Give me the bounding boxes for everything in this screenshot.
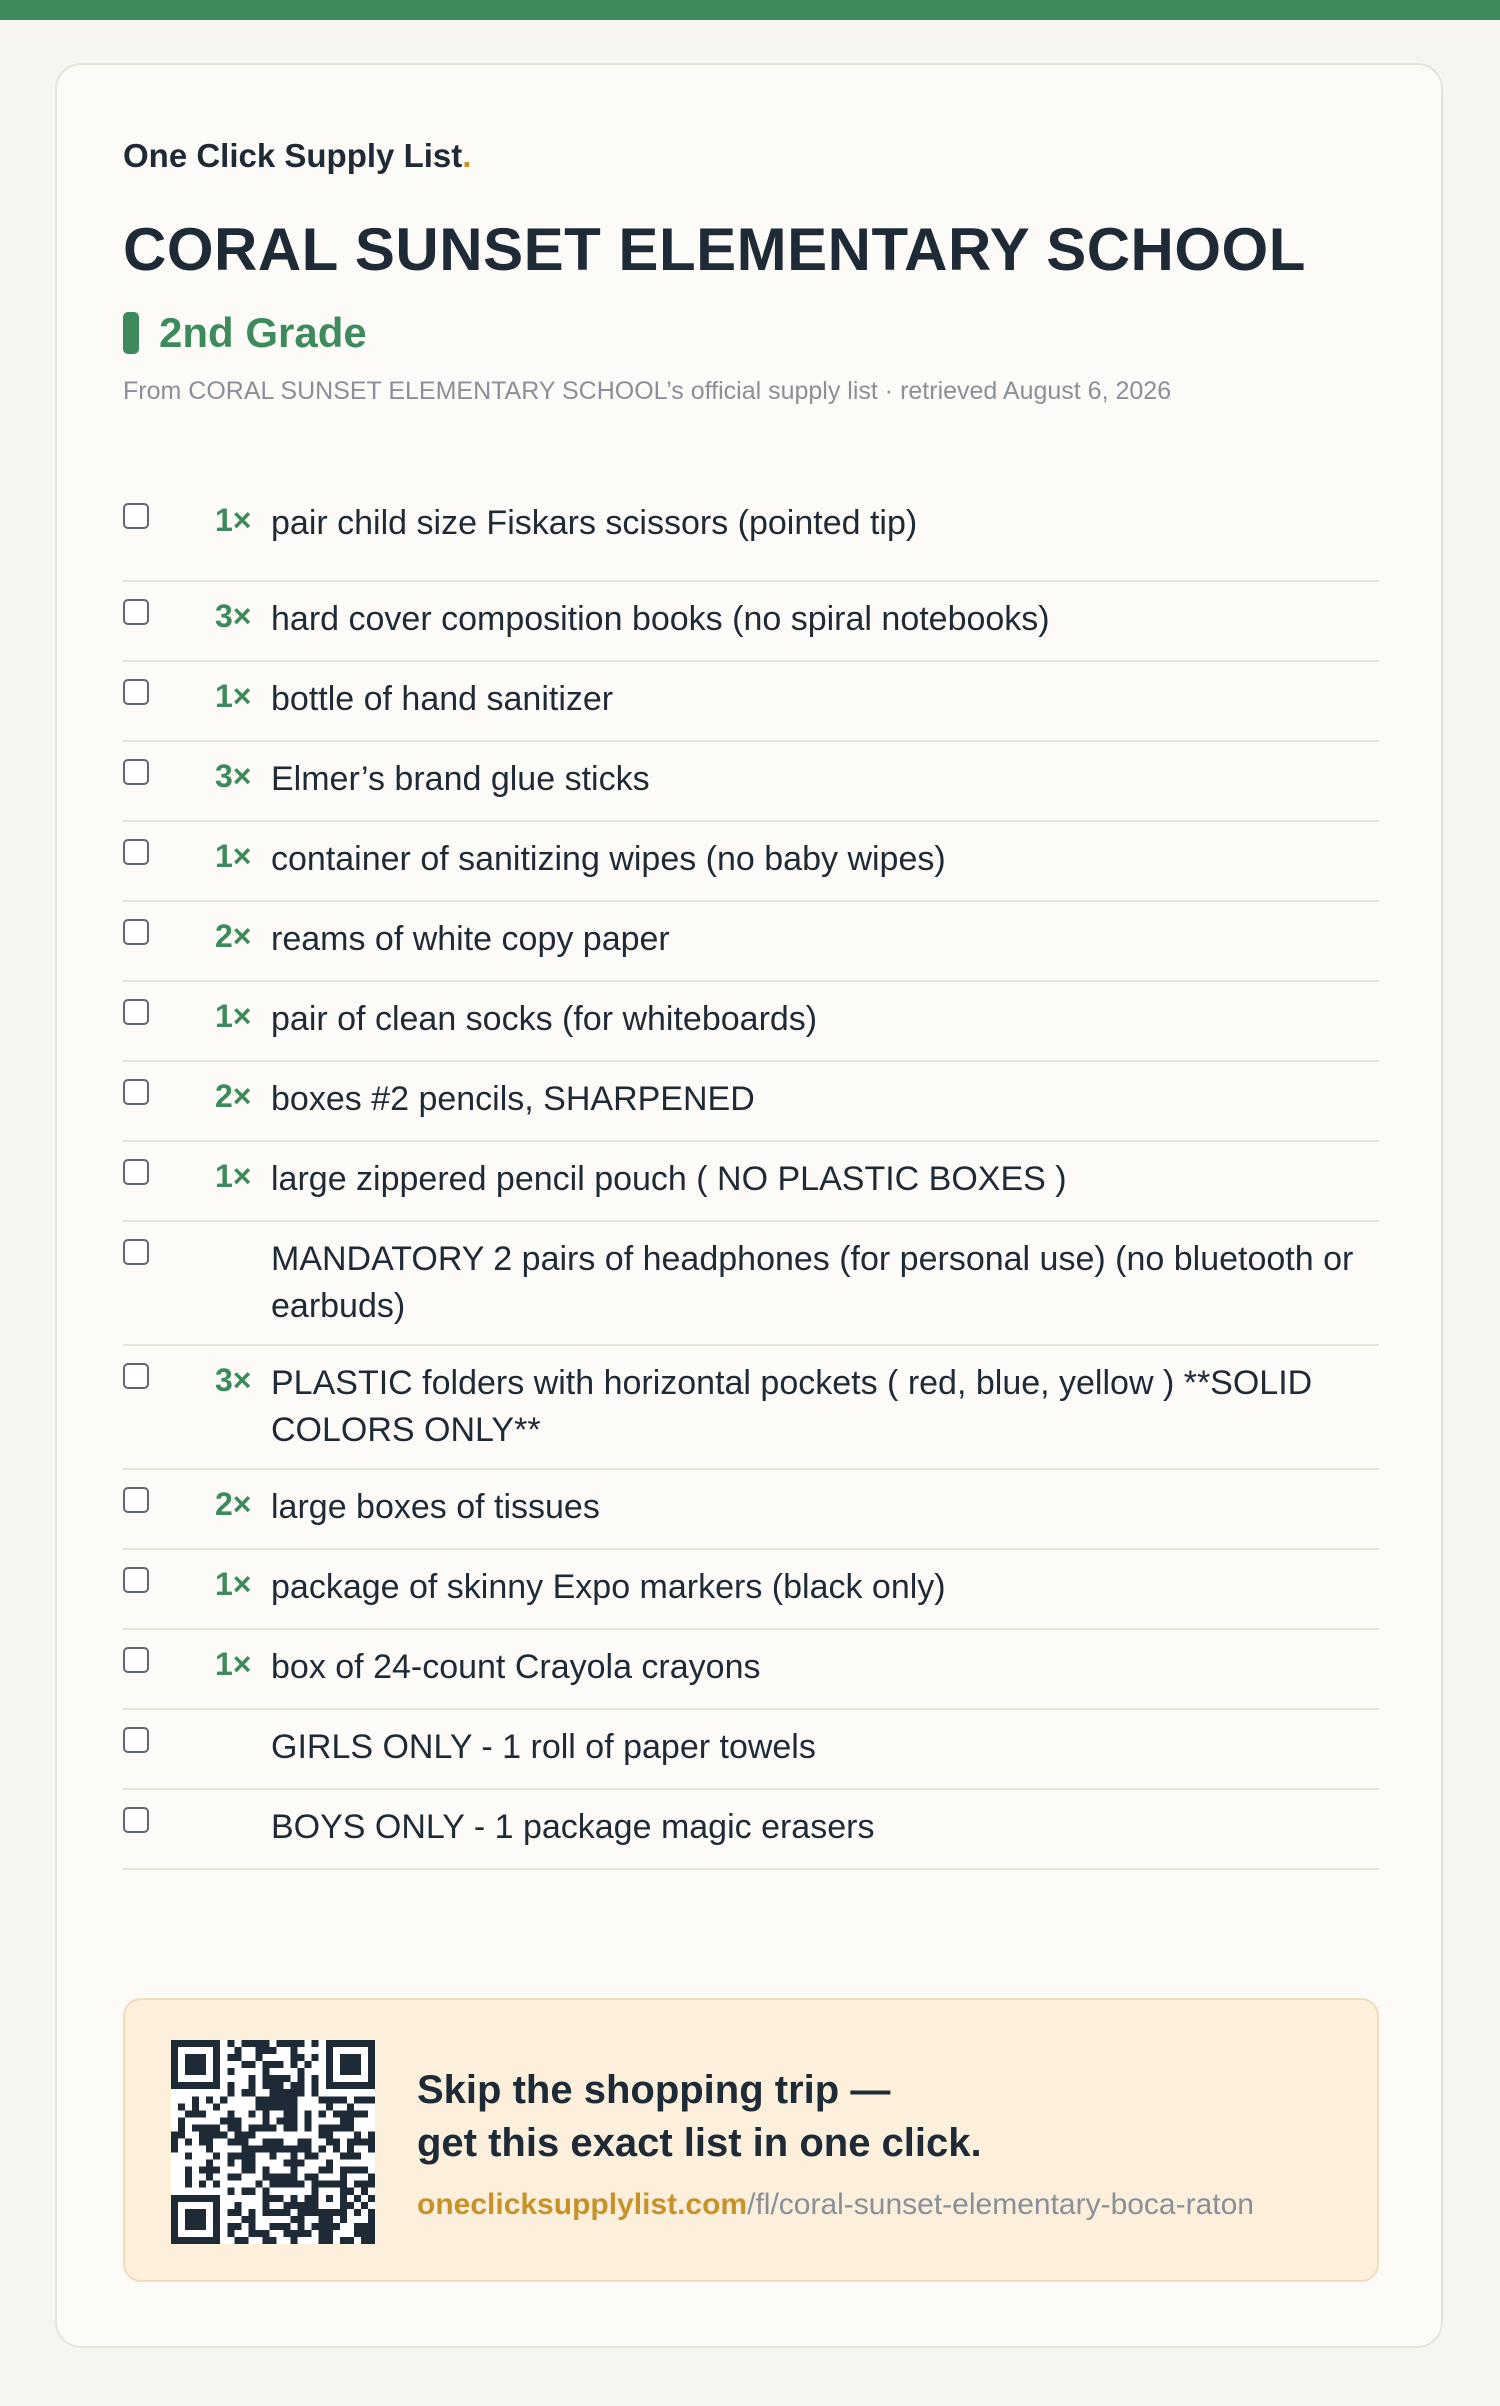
source-note: From CORAL SUNSET ELEMENTARY SCHOOL’s official supply list · retrieved August 6, 2026 [123,377,1172,405]
checkbox-icon[interactable] [123,1647,149,1673]
supply-item[interactable] [123,1222,1379,1346]
item-quantity: 3× [215,598,252,634]
grade-marker [123,312,139,354]
item-description: large boxes of tissues [271,1488,600,1526]
supply-item[interactable] [123,582,1379,662]
item-quantity: 2× [215,918,252,954]
item-description: pair child size Fiskars scissors (pointed tip) [271,504,918,542]
supply-items-list [123,500,1379,1870]
cta-title-line-1: Skip the shopping trip — [417,2068,891,2112]
brand-wordmark [123,137,471,175]
item-description: bottle of hand sanitizer [271,680,614,718]
brand-name: One Click Supply List [123,137,463,174]
checkbox-icon[interactable] [123,503,149,529]
item-description: MANDATORY 2 pairs of headphones (for personal use) (no bluetooth or earbuds) [271,1240,1354,1325]
checkbox-icon[interactable] [123,1727,149,1753]
item-description: BOYS ONLY - 1 package magic erasers [271,1808,875,1846]
supply-list-card [55,63,1443,2348]
checkbox-icon[interactable] [123,679,149,705]
supply-item[interactable] [123,1550,1379,1630]
item-description: box of 24-count Crayola crayons [271,1648,761,1686]
item-description: Elmer’s brand glue sticks [271,760,650,798]
checkbox-icon[interactable] [123,1363,149,1389]
checkbox-icon[interactable] [123,999,149,1025]
supply-item[interactable] [123,500,1379,582]
supply-item[interactable] [123,742,1379,822]
item-quantity: 1× [215,502,252,538]
item-description: GIRLS ONLY - 1 roll of paper towels [271,1728,816,1766]
checkbox-icon[interactable] [123,1159,149,1185]
top-accent-bar [0,0,1500,20]
supply-item[interactable] [123,1062,1379,1142]
grade-heading [123,309,367,357]
checkbox-icon[interactable] [123,1487,149,1513]
cta-link-domain: oneclicksupplylist.com [417,2188,748,2221]
item-quantity: 1× [215,1158,252,1194]
cta-link[interactable] [417,2188,1254,2222]
item-quantity: 1× [215,1566,252,1602]
cta-banner [123,1998,1379,2282]
supply-item[interactable] [123,662,1379,742]
supply-item[interactable] [123,1630,1379,1710]
brand-dot: . [462,137,472,174]
item-description: PLASTIC folders with horizontal pockets ( red, blue, yellow ) **SOLID COLORS ONLY** [271,1364,1313,1449]
checkbox-icon[interactable] [123,839,149,865]
cta-title [417,2064,1317,2170]
item-quantity: 1× [215,998,252,1034]
item-description: large zippered pencil pouch ( NO PLASTIC BOXES ) [271,1160,1067,1198]
item-quantity: 2× [215,1486,252,1522]
supply-item[interactable] [123,902,1379,982]
qr-code-icon[interactable] [171,2040,375,2244]
supply-item[interactable] [123,1710,1379,1790]
item-quantity: 3× [215,1362,252,1398]
checkbox-icon[interactable] [123,1807,149,1833]
item-description: pair of clean socks (for whiteboards) [271,1000,818,1038]
item-quantity: 1× [215,1646,252,1682]
item-quantity: 2× [215,1078,252,1114]
supply-item[interactable] [123,1142,1379,1222]
item-description: reams of white copy paper [271,920,670,958]
cta-link-path: /fl/coral-sunset-elementary-boca-raton [747,2188,1254,2221]
item-quantity: 3× [215,758,252,794]
school-name: CORAL SUNSET ELEMENTARY SCHOOL [123,216,1306,283]
checkbox-icon[interactable] [123,1079,149,1105]
item-description: hard cover composition books (no spiral notebooks) [271,600,1050,638]
supply-item[interactable] [123,982,1379,1062]
checkbox-icon[interactable] [123,599,149,625]
checkbox-icon[interactable] [123,919,149,945]
item-quantity: 1× [215,838,252,874]
checkbox-icon[interactable] [123,1567,149,1593]
item-description: boxes #2 pencils, SHARPENED [271,1080,755,1118]
checkbox-icon[interactable] [123,1239,149,1265]
grade-label: 2nd Grade [159,309,367,356]
supply-item[interactable] [123,1346,1379,1470]
item-description: container of sanitizing wipes (no baby wipes) [271,840,946,878]
item-quantity: 1× [215,678,252,714]
supply-item[interactable] [123,1790,1379,1870]
supply-item[interactable] [123,822,1379,902]
supply-item[interactable] [123,1470,1379,1550]
cta-title-line-2: get this exact list in one click. [417,2121,982,2165]
item-description: package of skinny Expo markers (black only) [271,1568,946,1606]
checkbox-icon[interactable] [123,759,149,785]
